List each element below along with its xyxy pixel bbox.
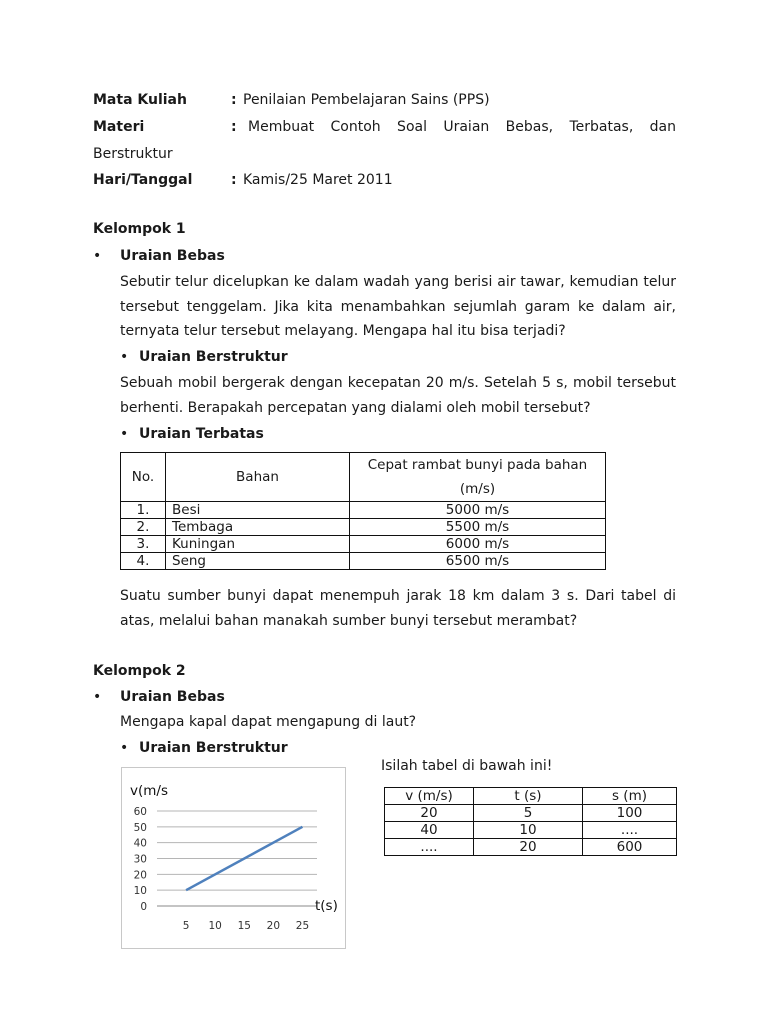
y-tick-label: 20 — [133, 869, 147, 882]
material-value-line2: Berstruktur — [93, 146, 173, 162]
row-speed: 6500 m/s — [350, 553, 606, 570]
table-cell: 100 — [583, 805, 677, 822]
row-speed: 5500 m/s — [350, 519, 606, 536]
chart-svg — [122, 768, 345, 948]
group2-free-heading: Uraian Bebas — [120, 689, 225, 705]
table-row — [121, 536, 606, 553]
group2-structured-heading: Uraian Berstruktur — [139, 740, 288, 756]
col-speed-header-line1: Cepat rambat bunyi pada bahan — [367, 457, 588, 473]
group2-title: Kelompok 2 — [93, 663, 186, 679]
row-speed: 6000 m/s — [350, 536, 606, 553]
table-cell: 20 — [385, 805, 474, 822]
date-label: Hari/Tanggal — [93, 172, 193, 188]
row-material: Seng — [166, 553, 350, 570]
table-cell: 20 — [474, 839, 583, 856]
header-cell: s (m) — [583, 788, 677, 805]
group1-limited-question-line: atas, melalui bahan manakah sumber bunyi tersebut merambat? — [120, 613, 578, 629]
course-value: Penilaian Pembelajaran Sains (PPS) — [243, 92, 490, 108]
group1-structured-line: Sebuah mobil bergerak dengan kecepatan 20 m/s. Setelah 5 s, mobil tersebut — [120, 375, 676, 391]
group1-limited-heading: Uraian Terbatas — [139, 426, 264, 442]
row-no: 2. — [121, 519, 166, 536]
table-row — [385, 839, 677, 856]
y-tick-label: 40 — [133, 837, 147, 850]
y-tick-label: 60 — [133, 806, 147, 818]
row-speed: 5000 m/s — [350, 502, 606, 519]
col-material-header: Bahan — [166, 453, 350, 502]
x-axis-label: t(s) — [315, 898, 338, 914]
material-value-line1: Membuat Contoh Soal Uraian Bebas, Terbatas, dan — [248, 119, 676, 135]
table-row — [121, 519, 606, 536]
group2-table-instruction: Isilah tabel di bawah ini! — [381, 758, 553, 774]
header-cell: v (m/s) — [385, 788, 474, 805]
group1-structured-heading: Uraian Berstruktur — [139, 349, 288, 365]
bullet: • — [120, 426, 129, 442]
table-cell: 5 — [474, 805, 583, 822]
table-row — [385, 822, 677, 839]
velocity-time-chart — [121, 767, 346, 949]
table-row — [121, 553, 606, 570]
col-speed-header-line2: (m/s) — [459, 481, 496, 497]
group1-structured-line: berhenti. Berapakah percepatan yang dialami oleh mobil tersebut? — [120, 400, 591, 416]
date-colon: : — [231, 172, 237, 188]
material-label: Materi — [93, 119, 145, 135]
group1-limited-question-line: Suatu sumber bunyi dapat menempuh jarak 18 km dalam 3 s. Dari tabel di — [120, 588, 676, 604]
x-tick-label: 10 — [208, 920, 222, 932]
table-cell: .... — [583, 822, 677, 839]
group1-free-line: ternyata telur tersebut melayang. Mengapa hal itu bisa terjadi? — [120, 323, 566, 339]
row-no: 3. — [121, 536, 166, 553]
group1-free-heading: Uraian Bebas — [120, 248, 225, 264]
row-material: Kuningan — [166, 536, 350, 553]
group2-free-question: Mengapa kapal dapat mengapung di laut? — [120, 714, 417, 730]
y-tick-label: 30 — [133, 853, 147, 866]
group1-free-line: tersebut tenggelam. Jika kita menambahkan sejumlah garam ke dalam air, — [120, 299, 676, 315]
table-cell: 40 — [385, 822, 474, 839]
y-tick-label: 50 — [133, 821, 147, 834]
group1-title: Kelompok 1 — [93, 221, 186, 237]
x-tick-label: 25 — [295, 920, 310, 932]
col-speed-header — [350, 453, 606, 502]
header-cell: t (s) — [474, 788, 583, 805]
bullet: • — [93, 248, 102, 264]
sound-speed-table — [120, 452, 606, 570]
row-material: Tembaga — [166, 519, 350, 536]
x-tick-label: 15 — [237, 920, 251, 932]
row-no: 4. — [121, 553, 166, 570]
bullet: • — [120, 740, 129, 756]
bullet: • — [120, 349, 129, 365]
row-no: 1. — [121, 502, 166, 519]
x-tick-label: 20 — [266, 920, 281, 932]
y-tick-label: 0 — [140, 901, 147, 913]
x-tick-label: 5 — [182, 920, 190, 932]
table-cell: .... — [385, 839, 474, 856]
table-cell: 10 — [474, 822, 583, 839]
table-header-row — [385, 788, 677, 805]
table-row — [121, 502, 606, 519]
date-value: Kamis/25 Maret 2011 — [243, 172, 393, 188]
group1-free-line: Sebutir telur dicelupkan ke dalam wadah yang berisi air tawar, kemudian telur — [120, 274, 676, 290]
col-no-header: No. — [121, 453, 166, 502]
row-material: Besi — [166, 502, 350, 519]
y-axis-label: v(m/s — [130, 783, 168, 799]
bullet: • — [93, 689, 102, 705]
motion-table — [384, 787, 677, 856]
y-tick-label: 10 — [133, 885, 147, 898]
course-label: Mata Kuliah — [93, 92, 187, 108]
table-cell: 600 — [583, 839, 677, 856]
table-row — [385, 805, 677, 822]
course-colon: : — [231, 92, 237, 108]
material-colon: : — [231, 119, 237, 135]
